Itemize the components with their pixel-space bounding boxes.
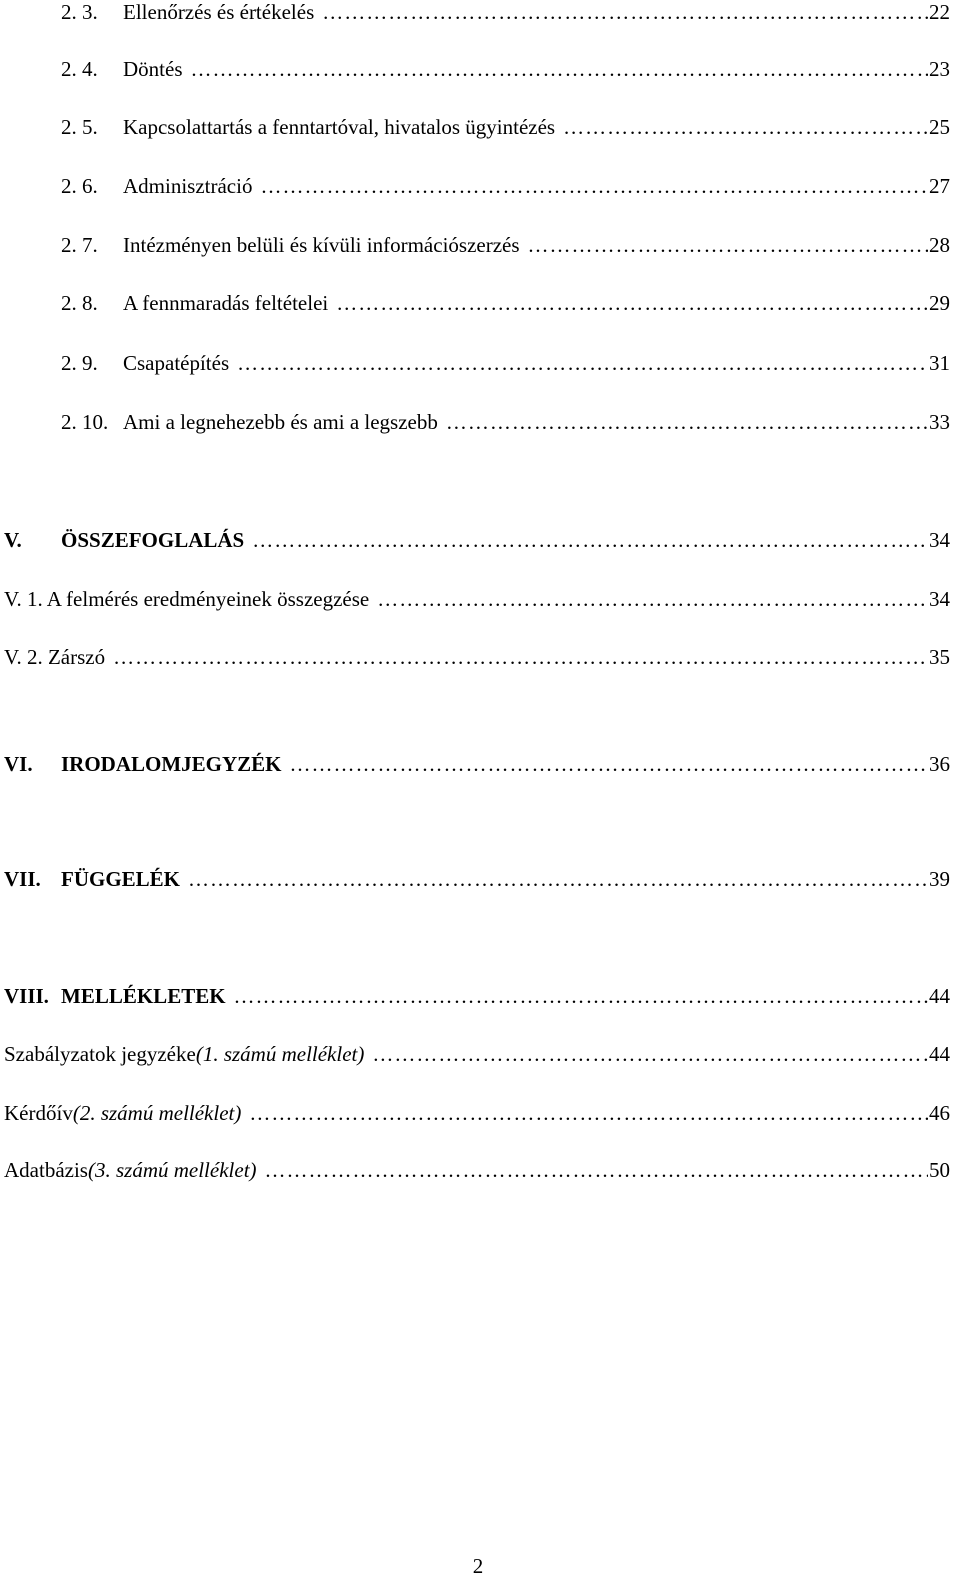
toc-entry-title: Ami a legnehezebb és ami a legszebb bbox=[123, 410, 438, 434]
dot-leader bbox=[369, 587, 928, 612]
dot-leader bbox=[229, 351, 928, 376]
toc-entry-title: FÜGGELÉK bbox=[61, 867, 181, 891]
page-number: 2 bbox=[472, 1554, 484, 1578]
toc-entry bbox=[4, 1042, 950, 1072]
dot-leader bbox=[226, 984, 928, 1009]
toc-entry-page: 22 bbox=[929, 0, 950, 24]
toc-entry-title: A fennmaradás feltételei bbox=[123, 291, 329, 315]
toc-entry-annex-note: (1. számú melléklet) bbox=[195, 1042, 365, 1066]
toc-entry-annex-note: (2. számú melléklet) bbox=[72, 1101, 242, 1125]
toc-entry bbox=[4, 867, 950, 897]
toc-entry-number: 2. 9. bbox=[61, 351, 98, 375]
toc-entry-title: MELLÉKLETEK bbox=[61, 984, 226, 1008]
toc-entry-page: 31 bbox=[929, 351, 950, 375]
toc-entry-title: Csapatépítés bbox=[123, 351, 230, 375]
toc-entry-number: 2. 4. bbox=[61, 57, 98, 81]
dot-leader bbox=[244, 528, 928, 553]
toc-entry-page: 44 bbox=[929, 984, 950, 1008]
toc-entry bbox=[4, 984, 950, 1014]
toc-entry-title: Ellenőrzés és értékelés bbox=[123, 0, 315, 24]
dot-leader bbox=[183, 57, 929, 82]
dot-leader bbox=[257, 1158, 928, 1183]
toc-entry-title: IRODALOMJEGYZÉK bbox=[61, 752, 282, 776]
toc-entry-number: 2. 8. bbox=[61, 291, 98, 315]
toc-entry-page: 46 bbox=[929, 1101, 950, 1125]
dot-leader bbox=[314, 0, 928, 25]
toc-entry bbox=[4, 115, 950, 145]
toc-entry bbox=[4, 174, 950, 204]
dot-leader bbox=[364, 1042, 928, 1067]
toc-entry-annex-note: (3. számú melléklet) bbox=[87, 1158, 257, 1182]
toc-entry bbox=[4, 57, 950, 87]
toc-entry-title: Kapcsolattartás a fenntartóval, hivatalos ügyintézés bbox=[123, 115, 556, 139]
toc-entry-number: VII. bbox=[4, 867, 41, 891]
toc-entry-page: 50 bbox=[929, 1158, 950, 1182]
toc-entry-title: V. 1. A felmérés eredményeinek összegzése bbox=[4, 587, 370, 611]
toc-entry bbox=[4, 528, 950, 558]
dot-leader bbox=[180, 867, 928, 892]
toc-entry-title: Döntés bbox=[123, 57, 183, 81]
dot-leader bbox=[282, 752, 928, 777]
toc-entry-number: VI. bbox=[4, 752, 33, 776]
toc-entry-number: 2. 10. bbox=[61, 410, 109, 434]
toc-entry-title: ÖSSZEFOGLALÁS bbox=[61, 528, 245, 552]
toc-entry bbox=[4, 645, 950, 675]
toc-entry-page: 33 bbox=[929, 410, 950, 434]
toc-entry-number: 2. 3. bbox=[61, 0, 98, 24]
toc-entry bbox=[4, 410, 950, 440]
toc-entry-number: 2. 6. bbox=[61, 174, 98, 198]
toc-entry bbox=[4, 752, 950, 782]
toc-entry-number: 2. 5. bbox=[61, 115, 98, 139]
toc-entry bbox=[4, 587, 950, 617]
toc-entry-page: 23 bbox=[929, 57, 950, 81]
toc-entry-page: 35 bbox=[929, 645, 950, 669]
toc-entry bbox=[4, 351, 950, 381]
toc-entry bbox=[4, 291, 950, 321]
toc-entry-page: 36 bbox=[929, 752, 950, 776]
dot-leader bbox=[252, 174, 928, 199]
toc-entry bbox=[4, 1158, 950, 1188]
toc-entry-title: V. 2. Zárszó bbox=[4, 645, 106, 669]
dot-leader bbox=[105, 645, 928, 670]
dot-leader bbox=[241, 1101, 928, 1126]
toc-entry bbox=[4, 0, 950, 30]
toc-entry-title: Adatbázis bbox=[4, 1158, 88, 1182]
toc-entry-page: 29 bbox=[929, 291, 950, 315]
toc-entry-page: 34 bbox=[929, 587, 950, 611]
toc-entry-page: 25 bbox=[929, 115, 950, 139]
dot-leader bbox=[555, 115, 928, 140]
toc-entry bbox=[4, 1101, 950, 1131]
toc-entry-page: 28 bbox=[929, 233, 950, 257]
dot-leader bbox=[520, 233, 928, 258]
toc-entry-page: 34 bbox=[929, 528, 950, 552]
toc-entry-page: 27 bbox=[929, 174, 950, 198]
dot-leader bbox=[438, 410, 928, 435]
toc-entry-title: Adminisztráció bbox=[123, 174, 253, 198]
toc-entry-title: Intézményen belüli és kívüli információszerzés bbox=[123, 233, 520, 257]
toc-entry-number: 2. 7. bbox=[61, 233, 98, 257]
toc-entry-title: Kérdőív bbox=[4, 1101, 73, 1125]
dot-leader bbox=[328, 291, 928, 316]
toc-entry-page: 39 bbox=[929, 867, 950, 891]
toc-entry-number: V. bbox=[4, 528, 22, 552]
toc-entry-title: Szabályzatok jegyzéke bbox=[4, 1042, 196, 1066]
toc-entry bbox=[4, 233, 950, 263]
toc-entry-number: VIII. bbox=[4, 984, 49, 1008]
toc-entry-page: 44 bbox=[929, 1042, 950, 1066]
